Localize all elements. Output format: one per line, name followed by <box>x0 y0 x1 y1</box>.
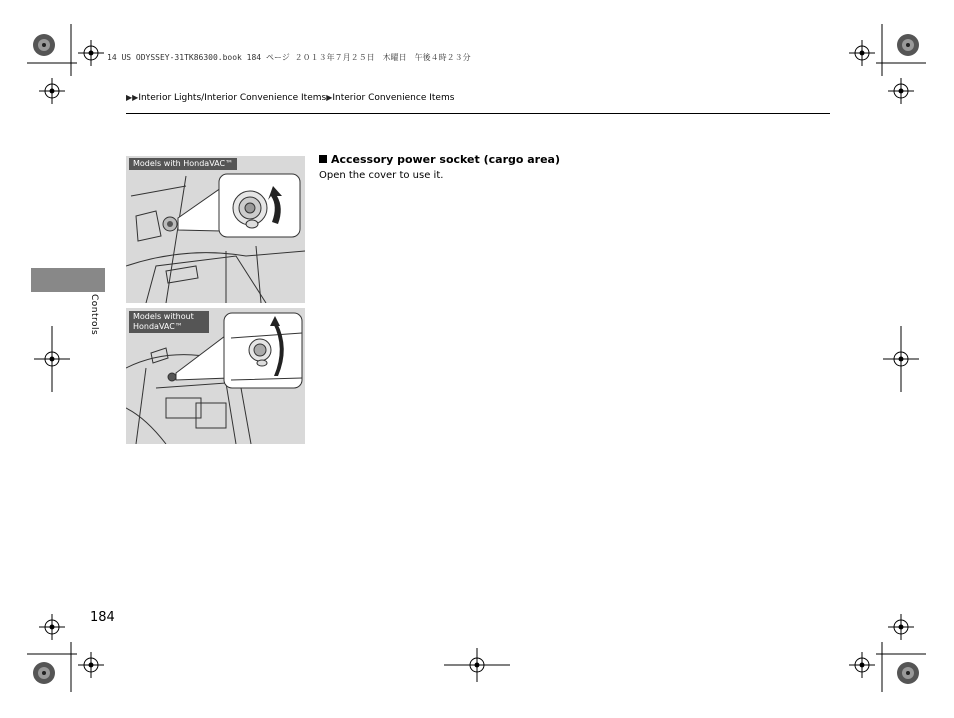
breadcrumb-item-parent[interactable]: Interior Lights/Interior Convenience Items <box>138 93 327 103</box>
square-bullet-icon <box>319 155 327 163</box>
breadcrumb-arrow-icon: ▶▶ <box>126 93 139 102</box>
chapter-label: Controls <box>89 294 99 336</box>
cargo-area-socket-drawing <box>126 156 305 303</box>
section-title <box>319 153 560 166</box>
print-header-info: 14 US ODYSSEY-31TK86300.book 184 ページ ２０１３年７月２５日 木曜日 午後４時２３分 <box>107 53 471 62</box>
breadcrumb <box>126 93 454 103</box>
breadcrumb-arrow-icon: ▶ <box>326 93 333 102</box>
illustration-label: Models with HondaVAC™ <box>129 158 237 170</box>
header-divider <box>126 113 830 114</box>
section-title-text: Accessory power socket (cargo area) <box>331 153 561 166</box>
breadcrumb-item-current[interactable]: Interior Convenience Items <box>332 93 455 103</box>
section-body: Open the cover to use it. <box>319 170 444 181</box>
illustration-label: Models without HondaVAC™ <box>129 311 209 333</box>
chapter-tab <box>31 268 105 292</box>
illustration-without-hondavac <box>126 308 305 444</box>
illustration-with-hondavac <box>126 156 305 303</box>
page-number: 184 <box>90 610 115 625</box>
